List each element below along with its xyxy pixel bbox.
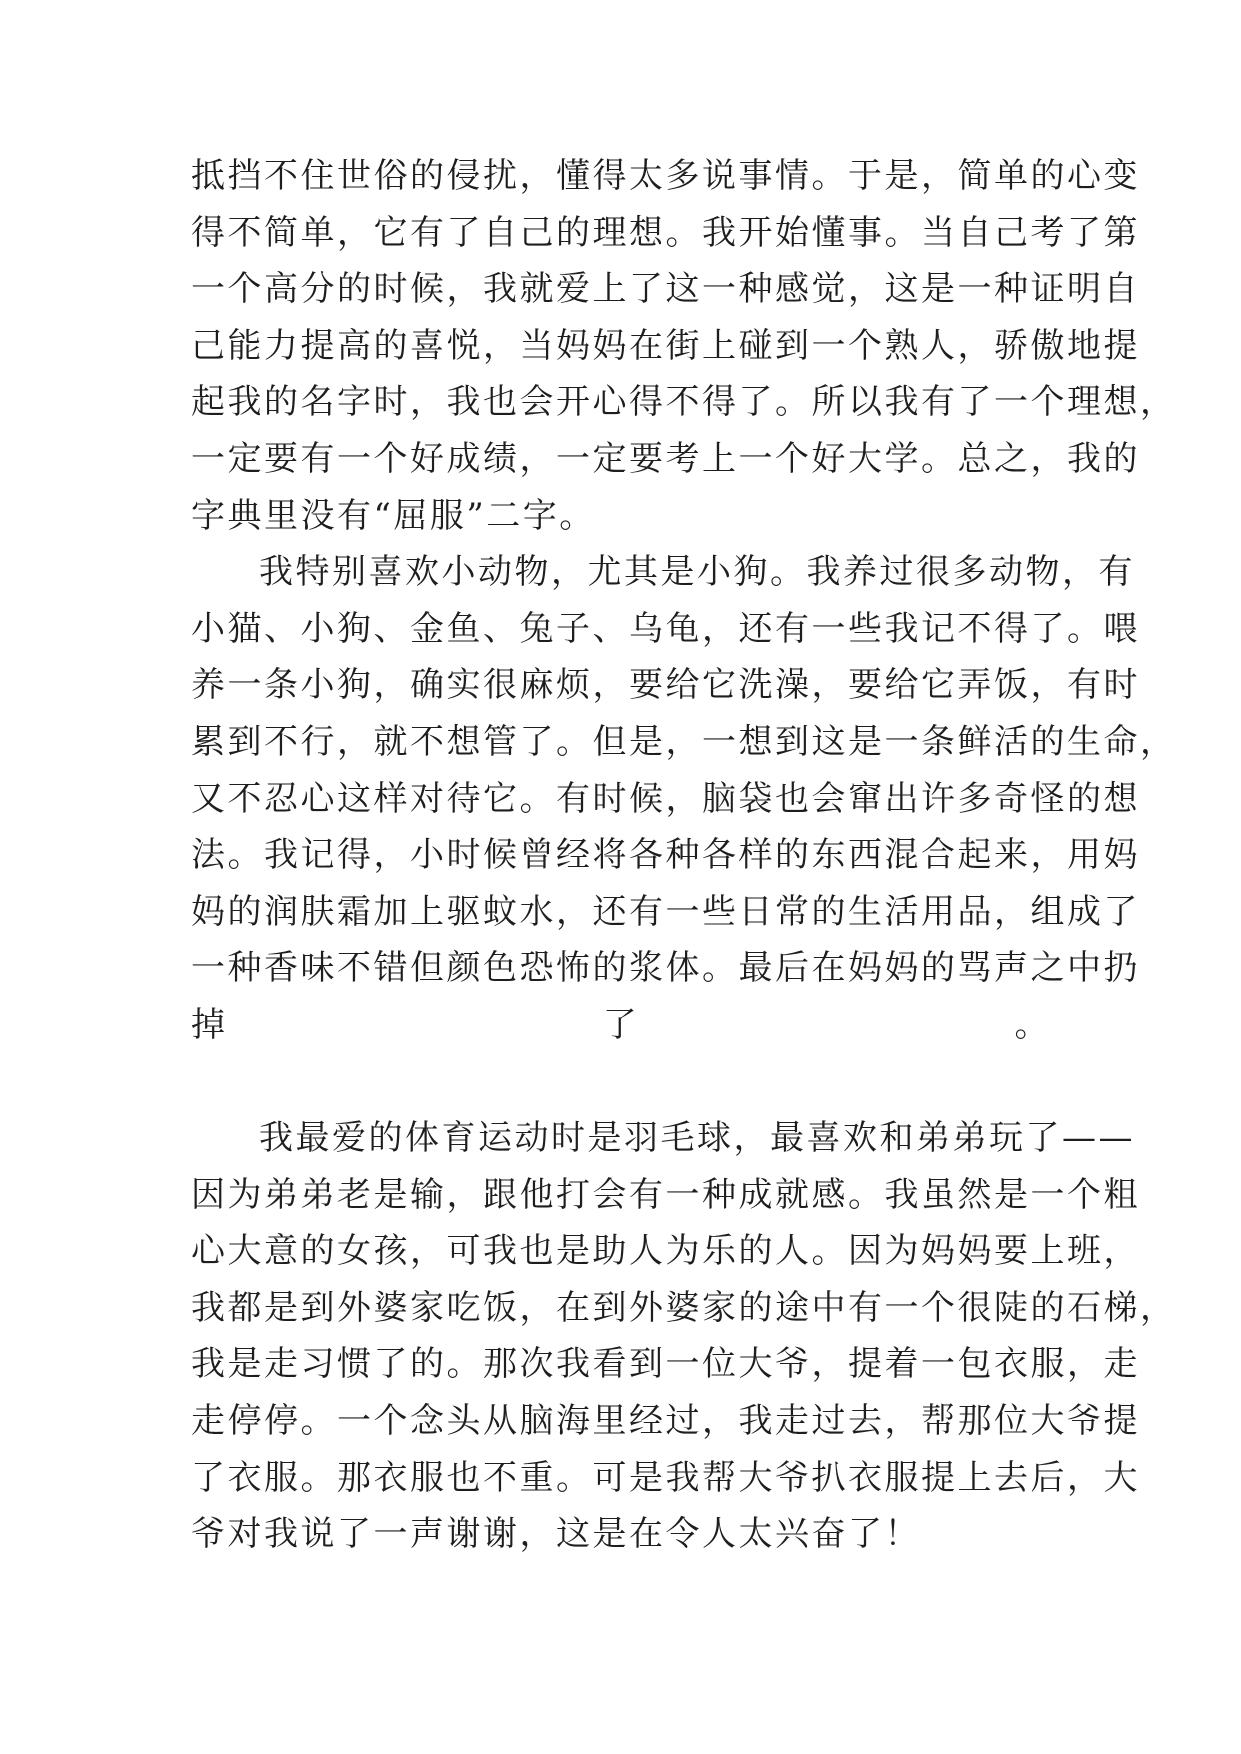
text-line: 因为弟弟老是输，跟他打会有一种成就感。我虽然是一个粗: [191, 1174, 1140, 1215]
text-line: 字典里没有“屈服”二字。: [191, 495, 596, 536]
text-line: 一种香味不错但颜色恐怖的浆体。最后在妈妈的骂声之中扔: [191, 948, 1140, 989]
text-line: 心大意的女孩，可我也是助人为乐的人。因为妈妈要上班，: [191, 1231, 1140, 1272]
text-line: 抵挡不住世俗的侵扰，懂得太多说事情。于是，简单的心变: [191, 156, 1140, 196]
paragraph: [191, 544, 1177, 1110]
text-line: 起我的名字时，我也会开心得不得了。所以我有了一个理想，: [191, 382, 1177, 423]
text-line: 一个高分的时候，我就爱上了这一种感觉，这是一种证明自: [191, 269, 1140, 310]
text-line: 一定要有一个好成绩，一定要考上一个好大学。总之，我的: [191, 438, 1140, 479]
text-line: [191, 1054, 1051, 1111]
text-line: 掉了。: [191, 1004, 1051, 1045]
text-line: 我都是到外婆家吃饭，在到外婆家的途中有一个很陡的石梯，: [191, 1287, 1177, 1328]
text-line: 累到不行，就不想管了。但是，一想到这是一条鲜活的生命，: [191, 721, 1177, 762]
text-line: 我是走习惯了的。那次我看到一位大爷，提着一包衣服，走: [191, 1344, 1140, 1385]
text-line: 又不忍心这样对待它。有时候，脑袋也会窜出许多奇怪的想: [191, 778, 1140, 819]
text-line: 爷对我说了一声谢谢，这是在令人太兴奋了！: [191, 1514, 921, 1555]
text-line: 我最爱的体育运动时是羽毛球，最喜欢和弟弟玩了——: [259, 1118, 1135, 1159]
text-line: 得不简单，它有了自己的理想。我开始懂事。当自己考了第: [191, 212, 1140, 253]
text-line: 小猫、小狗、金鱼、兔子、乌龟，还有一些我记不得了。喂: [191, 608, 1140, 649]
text-line: 妈的润肤霜加上驱蚊水，还有一些日常的生活用品，组成了: [191, 891, 1140, 932]
text-line: 我特别喜欢小动物，尤其是小狗。我养过很多动物，有: [259, 552, 1135, 593]
text-line: 己能力提高的喜悦，当妈妈在街上碰到一个熟人，骄傲地提: [191, 325, 1140, 366]
paragraph: [191, 148, 1177, 544]
paragraph: [191, 1110, 1177, 1563]
text-line: 了衣服。那衣服也不重。可是我帮大爷扒衣服提上去后，大: [191, 1457, 1140, 1498]
text-line: 走停停。一个念头从脑海里经过，我走过去，帮那位大爷提: [191, 1401, 1140, 1442]
text-line: 法。我记得，小时候曾经将各种各样的东西混合起来，用妈: [191, 835, 1140, 876]
text-line: 养一条小狗，确实很麻烦，要给它洗澡，要给它弄饭，有时: [191, 665, 1140, 706]
document-body: [191, 148, 1177, 1563]
